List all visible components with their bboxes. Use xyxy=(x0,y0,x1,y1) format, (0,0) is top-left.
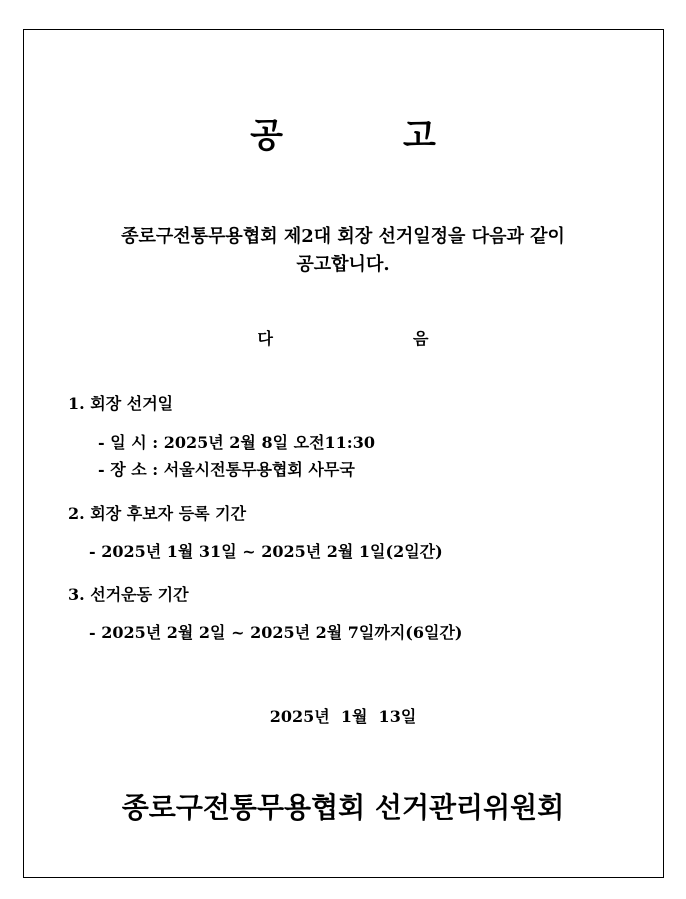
intro-line-2: 공고합니다. xyxy=(296,254,390,275)
section-1-heading: 1. 회장 선거일 xyxy=(68,394,174,413)
section-2-period: - 2025년 1월 31일 ~ 2025년 2월 1일(2일간) xyxy=(89,542,443,561)
intro-line-1: 종로구전통무용협회 제2대 회장 선거일정을 다음과 같이 xyxy=(121,226,565,247)
da-eum-heading xyxy=(0,326,686,349)
date-text: 2025년 1월 13일 xyxy=(269,707,417,726)
section-3-heading: 3. 선거운동 기간 xyxy=(68,585,189,604)
da-label: 다 xyxy=(257,329,273,348)
notice-title xyxy=(0,108,686,157)
section-1-datetime: - 일 시 : 2025년 2월 8일 오전11:30 xyxy=(98,433,375,452)
title-char-1: 공 xyxy=(250,116,283,156)
section-2-heading: 2. 회장 후보자 등록 기간 xyxy=(68,504,247,523)
title-char-2: 고 xyxy=(403,116,436,156)
section-1-place: - 장 소 : 서울시전통무용협회 사무국 xyxy=(98,460,355,479)
intro-paragraph xyxy=(40,223,646,279)
section-3-period: - 2025년 2월 2일 ~ 2025년 2월 7일까지(6일간) xyxy=(89,623,463,642)
issuer-name: 종로구전통무용협회 선거관리위원회 xyxy=(121,791,565,824)
eum-label: 음 xyxy=(413,329,429,348)
notice-date xyxy=(0,704,686,727)
